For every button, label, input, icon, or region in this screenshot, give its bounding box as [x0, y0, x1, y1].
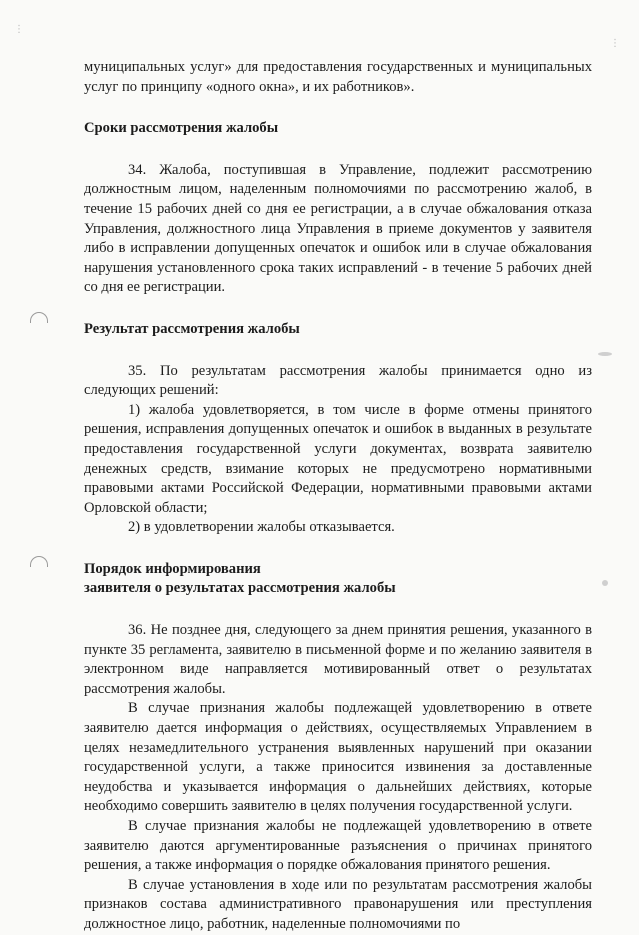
scan-artifact-icon: ⋮: [610, 38, 620, 49]
punch-hole-mark: [30, 556, 48, 567]
section-heading-informing-line2: заявителя о результатах рассмотрения жалобы: [84, 580, 396, 597]
scan-dot: [602, 580, 608, 586]
paragraph-36-b: В случае признания жалобы не подлежащей удовлетворению в ответе заявителю даются аргументированные разъяснения о причинах принятого решения, а также информация о порядке обжалования принятого решения.: [84, 818, 592, 874]
document-body: [84, 58, 592, 935]
paragraph-36-c: В случае установления в ходе или по результатам рассмотрения жалобы признаков состава административного правонарушения или преступления должностное лицо, работник, наделенные полномочиями по: [84, 876, 592, 932]
scan-artifact-icon: ⋮: [14, 24, 24, 35]
paragraph-36: 36. Не позднее дня, следующего за днем принятия решения, указанного в пункте 35 регламента, заявителю в письменной форме и по желанию заявителя в электронном виде направляется мотивированный ответ о результатах рассмотрения жалобы.: [84, 622, 592, 697]
section-heading-complaint-terms: Сроки рассмотрения жалобы: [84, 120, 279, 137]
scan-dot: [598, 352, 612, 356]
paragraph-36-a: В случае признания жалобы подлежащей удовлетворению в ответе заявителю дается информация о действиях, осуществляемых Управлением в целях незамедлительного устранения выявленных нарушений при оказании государственной услуги, а также приносится извинения за доставленные неудобства и указывается информация о дальнейших действиях, которые необходимо совершить заявителю в целях получения государственной услуги.: [84, 700, 592, 815]
paragraph-continuation: муниципальных услуг» для предоставления государственных и муниципальных услуг по принципу «одного окна», и их работников».: [84, 59, 592, 95]
section-heading-informing-line1: Порядок информирования: [84, 560, 261, 577]
section-heading-complaint-result: Результат рассмотрения жалобы: [84, 320, 300, 337]
paragraph-35-item-1: 1) жалоба удовлетворяется, в том числе в форме отмены принятого решения, исправления допущенных опечаток и ошибок в выданных в результате предоставления государственной услуги документах, возврата заявителю денежных средств, взимание которых не предусмотрено нормативными правовыми актами Российской Федерации, нормативными правовыми актами Орловской области;: [84, 401, 592, 516]
punch-hole-mark: [30, 312, 48, 323]
paragraph-34: 34. Жалоба, поступившая в Управление, подлежит рассмотрению должностным лицом, наделенным полномочиями по рассмотрению жалоб, в течение 15 рабочих дней со дня ее регистрации, а в случае обжалования отказа Управления, должностного лица Управления в приеме документов у заявителя либо в исправлении допущенных опечаток и ошибок или в случае обжалования нарушения установленного срока таких исправлений - в течение 5 рабочих дней со дня ее регистрации.: [84, 161, 592, 296]
paragraph-35-item-2: 2) в удовлетворении жалобы отказывается.: [128, 519, 395, 536]
paragraph-35: 35. По результатам рассмотрения жалобы принимается одно из следующих решений:: [84, 362, 592, 399]
